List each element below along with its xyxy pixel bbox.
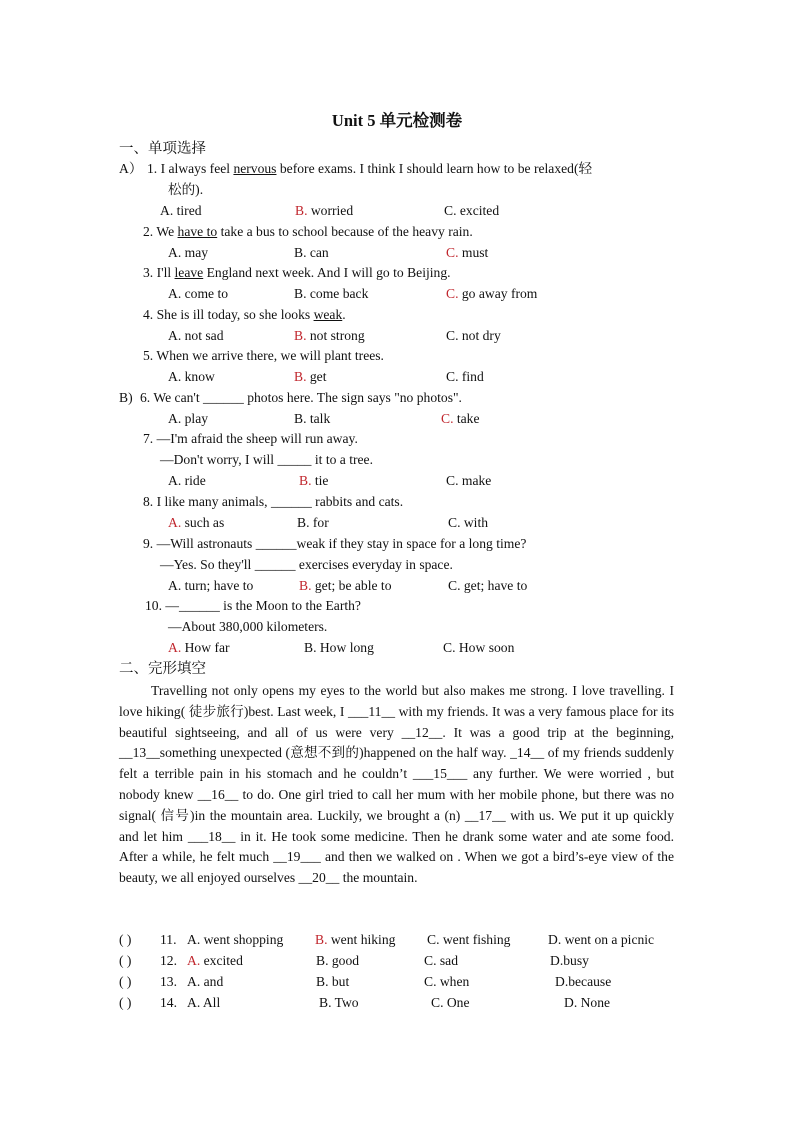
option-text: excited	[456, 202, 500, 218]
question-text: it to a tree.	[311, 451, 373, 467]
question-number: 8.	[143, 494, 157, 509]
option	[446, 367, 484, 387]
option-text: good	[328, 953, 360, 968]
question-text: .	[342, 307, 346, 322]
option	[304, 638, 374, 658]
question-stem	[143, 305, 346, 325]
option-text: go away from	[458, 285, 538, 301]
answer-blank: ______	[203, 390, 244, 405]
option-text: not sad	[181, 327, 224, 343]
option-text: get; have to	[460, 577, 528, 593]
underlined-word: leave	[174, 265, 204, 280]
option	[294, 243, 329, 263]
option-text: went on a picnic	[561, 932, 655, 947]
answer-paren: ( )	[119, 995, 132, 1010]
option-text: Two	[331, 995, 359, 1010]
option-text: come to	[181, 285, 229, 301]
option	[548, 930, 654, 950]
option-letter: B.	[295, 202, 308, 218]
question-number: 3.	[143, 265, 157, 280]
option-letter: C.	[441, 410, 454, 426]
option-letter: D.	[550, 953, 564, 968]
option-letter: B.	[294, 244, 307, 260]
option	[315, 930, 395, 950]
option	[168, 243, 208, 263]
question-text: We can't	[153, 390, 204, 405]
option-text: sad	[436, 953, 458, 968]
question-dialogue-line	[160, 450, 373, 470]
question-stem	[145, 596, 361, 616]
option-letter: A.	[168, 577, 182, 593]
option-text: turn; have to	[181, 577, 254, 593]
part-b-label: B)	[119, 390, 133, 405]
question-stem	[143, 429, 358, 449]
option-text: must	[458, 244, 489, 260]
question-number: 4.	[143, 307, 157, 322]
option-text: can	[306, 244, 329, 260]
question-text: We	[156, 224, 178, 239]
question-text: She is ill today, so she looks	[156, 307, 314, 322]
option-letter: C.	[443, 639, 456, 655]
option	[297, 513, 329, 533]
option	[446, 471, 491, 491]
answer-paren: ( )	[119, 953, 132, 968]
answer-blank: _____	[277, 451, 312, 467]
option-letter: A.	[168, 327, 182, 343]
item-number: 12.	[160, 953, 177, 968]
question-number: 10.	[145, 598, 166, 613]
underlined-word: weak	[313, 307, 343, 322]
option-letter: C.	[448, 577, 461, 593]
option-letter: C.	[446, 368, 459, 384]
option-letter: B.	[294, 410, 307, 426]
option-letter: B.	[297, 514, 310, 530]
question-stem	[143, 492, 403, 512]
option-letter: A.	[187, 974, 201, 989]
option	[424, 951, 458, 971]
option-letter: C.	[446, 327, 459, 343]
option-letter: A.	[168, 514, 182, 530]
option	[187, 930, 283, 950]
option-text: for	[309, 514, 329, 530]
question-number: 9.	[143, 536, 157, 551]
option-text: tired	[173, 202, 202, 218]
question-text: photos here. The sign says "no photos".	[243, 390, 462, 405]
option-letter: A.	[168, 368, 182, 384]
answer-paren: ( )	[119, 974, 132, 989]
option	[427, 930, 510, 950]
option-letter: A.	[187, 995, 201, 1010]
option-text: How soon	[455, 639, 515, 655]
option-letter: A.	[168, 244, 182, 260]
underlined-word: have to	[177, 224, 218, 239]
option-letter: A.	[187, 932, 201, 947]
section-heading-choice: 一、单项选择	[119, 141, 206, 157]
option-letter: B.	[316, 953, 329, 968]
option-text: not strong	[306, 327, 365, 343]
option	[446, 243, 488, 263]
option	[168, 409, 208, 429]
option-text: such as	[181, 514, 225, 530]
option	[555, 972, 611, 992]
option	[448, 513, 488, 533]
question-stem	[143, 534, 526, 554]
option-letter: A.	[168, 285, 182, 301]
option	[443, 638, 514, 658]
item-number: 14.	[160, 995, 177, 1010]
question-text: exercises everyday in space.	[295, 556, 453, 572]
option-text: ride	[181, 472, 206, 488]
option	[319, 993, 359, 1013]
question-number: 1.	[147, 161, 161, 176]
option	[444, 201, 499, 221]
option-text: and	[200, 974, 224, 989]
question-text: —Don't worry, I will	[160, 451, 278, 467]
option-text: How long	[316, 639, 374, 655]
option-letter: B.	[315, 932, 328, 947]
question-text: —	[165, 598, 179, 613]
question-text: England next week. And I will go to Beijing.	[203, 265, 451, 280]
option-letter: B.	[294, 368, 307, 384]
option-text: may	[181, 244, 209, 260]
option-letter: D.	[555, 974, 569, 989]
option	[168, 576, 253, 596]
option-letter: C.	[424, 953, 437, 968]
option	[160, 201, 202, 221]
option	[168, 638, 230, 658]
option	[168, 326, 224, 346]
option-letter: B.	[299, 577, 312, 593]
option-letter: C.	[446, 285, 459, 301]
option	[564, 993, 610, 1013]
option-letter: A.	[160, 202, 174, 218]
option-text: worried	[307, 202, 354, 218]
option	[299, 471, 328, 491]
answer-blank: ______	[254, 556, 296, 572]
option-letter: B.	[304, 639, 317, 655]
option-letter: B.	[294, 327, 307, 343]
question-dialogue-line	[160, 555, 453, 575]
cloze-passage-text: Travelling not only opens my eyes to the world but also makes me strong. I love travelling. I love hiking( 徒步旅行)best. Last week, I ___11__ with my friends. It was a very famous place for its beautiful sightseeing, and all of us were very __12__. It was a good trip at the beginning, __13__something unexpected (意想不到的)happened on the half way. _14__ of my friends suddenly felt a terrible pain in his stomach and he couldn’t ___15___ any further. We were worried , but nobody knew __16__ to do. One girl tried to call her mum with her mobile phone, but there was no signal( 信号)in the mountain area. Luckily, we brought a (n) __17__ with us. We put it up quickly and let him ___18__ in it. He took some medicine. Then he drank some water and ate some food. After a while, he felt much __19___ and then we walked on . When we got a bird’s-eye view of the beauty, we all enjoyed ourselves __20__ the mountain.	[119, 683, 674, 886]
option-text: make	[458, 472, 492, 488]
question-stem	[143, 263, 451, 283]
option	[294, 409, 330, 429]
option	[441, 409, 480, 429]
question-text: rabbits and cats.	[311, 494, 404, 509]
option-text: come back	[306, 285, 369, 301]
option-letter: A.	[168, 472, 182, 488]
option	[168, 284, 228, 304]
section-heading-cloze: 二、完形填空	[119, 661, 206, 677]
option-text: busy	[563, 953, 589, 968]
option-letter: A.	[168, 410, 182, 426]
option-letter: D.	[564, 995, 578, 1010]
item-number: 11.	[160, 932, 177, 947]
option-letter: A.	[187, 953, 201, 968]
option	[168, 471, 206, 491]
option	[187, 951, 243, 971]
answer-paren: ( )	[119, 932, 132, 947]
option	[316, 951, 359, 971]
option	[187, 993, 220, 1013]
option-letter: B.	[299, 472, 312, 488]
option-text: tie	[311, 472, 329, 488]
option-text: went hiking	[327, 932, 396, 947]
answer-blank: ______	[255, 536, 297, 551]
part-a-label: A）	[119, 161, 143, 176]
option-text: went shopping	[200, 932, 284, 947]
question-text: weak if they stay in space for a long time?	[296, 536, 527, 551]
question-number: 5.	[143, 348, 157, 363]
question-stem	[143, 346, 384, 366]
option-text: take	[453, 410, 480, 426]
option-text: when	[436, 974, 470, 989]
option	[294, 284, 368, 304]
question-text: —About 380,000 kilometers.	[168, 618, 328, 634]
option	[550, 951, 589, 971]
option-text: get; be able to	[311, 577, 392, 593]
option-text: All	[200, 995, 221, 1010]
question-continued: 松的).	[168, 181, 204, 197]
option-text: talk	[306, 410, 331, 426]
option-letter: B.	[316, 974, 329, 989]
option	[168, 513, 224, 533]
option-letter: A.	[168, 639, 182, 655]
option	[448, 576, 527, 596]
question-text: —Will astronauts	[156, 536, 256, 551]
option-text: How far	[181, 639, 230, 655]
question-number: 2.	[143, 224, 157, 239]
question-text: is the Moon to the Earth?	[219, 598, 361, 613]
option-text: but	[328, 974, 350, 989]
option	[168, 367, 215, 387]
option	[294, 326, 365, 346]
option-letter: B.	[319, 995, 332, 1010]
underlined-word: nervous	[233, 161, 277, 176]
option	[295, 201, 353, 221]
question-text: When we arrive there, we will plant trees.	[156, 348, 384, 363]
option	[446, 326, 501, 346]
option-text: get	[306, 368, 327, 384]
question-text: —Yes. So they'll	[160, 556, 255, 572]
option	[187, 972, 223, 992]
option-letter: C.	[446, 244, 459, 260]
option-text: know	[181, 368, 215, 384]
option-text: excited	[200, 953, 243, 968]
question-dialogue-line	[168, 617, 327, 637]
option	[299, 576, 392, 596]
option-letter: C.	[431, 995, 444, 1010]
option	[431, 993, 470, 1013]
question-text: I always feel	[160, 161, 234, 176]
option-letter: C.	[446, 472, 459, 488]
question-text: —I'm afraid the sheep will run away.	[156, 431, 358, 446]
option	[294, 367, 326, 387]
option-text: went fishing	[439, 932, 511, 947]
answer-blank: ______	[270, 494, 312, 509]
question-text: take a bus to school because of the heavy rain.	[217, 224, 473, 239]
page-title: Unit 5 单元检测卷	[331, 111, 463, 130]
option-text: not dry	[458, 327, 501, 343]
option-letter: C.	[427, 932, 440, 947]
option	[446, 284, 537, 304]
answer-blank: ______	[178, 598, 220, 613]
option-text: play	[181, 410, 209, 426]
question-number: 7.	[143, 431, 157, 446]
option-text: with	[460, 514, 489, 530]
option-text: One	[443, 995, 470, 1010]
question-number: 6.	[140, 390, 154, 405]
option-letter: B.	[294, 285, 307, 301]
question-text: before exams. I think I should learn how to be relaxed(轻	[276, 161, 593, 176]
option-letter: C.	[424, 974, 437, 989]
question-stem	[143, 222, 473, 242]
option-letter: C.	[444, 202, 457, 218]
cloze-passage	[119, 681, 674, 889]
option-text: find	[458, 368, 484, 384]
item-number: 13.	[160, 974, 177, 989]
option	[424, 972, 469, 992]
option	[316, 972, 349, 992]
question-text: I'll	[156, 265, 175, 280]
question-stem	[140, 388, 462, 408]
option-text: because	[568, 974, 612, 989]
option-letter: C.	[448, 514, 461, 530]
option-letter: D.	[548, 932, 562, 947]
question-stem	[147, 159, 592, 179]
option-text: None	[577, 995, 611, 1010]
question-text: I like many animals,	[156, 494, 271, 509]
